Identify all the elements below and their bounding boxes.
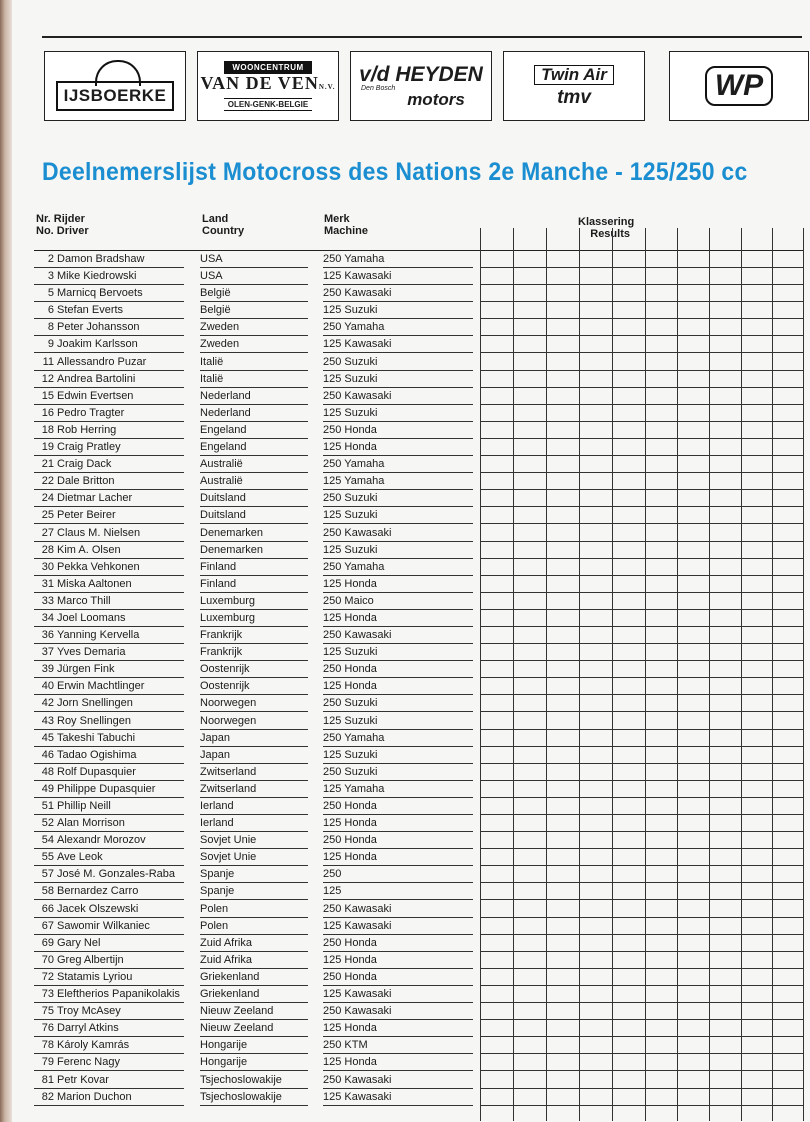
row-rule (34, 1105, 184, 1106)
vandeven-logo (197, 51, 339, 121)
rider-country: Polen (200, 902, 229, 915)
rider-country: Denemarken (200, 526, 263, 539)
rider-number: 30 (41, 560, 54, 573)
binding-edge (0, 0, 12, 1122)
rider-country: Zweden (200, 321, 240, 334)
header-nr-rider (36, 213, 89, 237)
rider-name: Statamis Lyriou (57, 970, 133, 983)
rider-machine: 125 (323, 885, 342, 898)
rider-machine: 125 Honda (323, 611, 377, 624)
rider-number: 12 (41, 372, 54, 385)
rider-country: Spanje (200, 885, 235, 898)
rider-name: José M. Gonzales-Raba (57, 868, 175, 881)
rider-country: Australië (200, 475, 243, 488)
rider-country: Japan (200, 731, 230, 744)
rider-name: Mike Kiedrowski (57, 270, 137, 283)
rider-country: Tsjechoslowakije (200, 1090, 282, 1103)
rider-name: Bernardez Carro (57, 885, 139, 898)
rider-name: Alexandr Morozov (57, 834, 146, 847)
rider-machine: 125 Suzuki (323, 714, 378, 727)
header-rider-en: Driver (56, 225, 89, 237)
rider-number: 33 (41, 594, 54, 607)
rider-number: 8 (47, 321, 54, 334)
rider-number: 28 (41, 543, 54, 556)
rider-number: 73 (41, 988, 54, 1001)
rider-number: 48 (41, 765, 54, 778)
rider-name: Marnicq Bervoets (57, 287, 143, 300)
rider-list (34, 251, 804, 1106)
rider-row (34, 1003, 804, 1020)
rider-number: 57 (41, 868, 54, 881)
vandeven-top-text: WOONCENTRUM (224, 61, 311, 74)
header-country-en: Country (202, 225, 245, 237)
rider-country: Nederland (200, 406, 251, 419)
rider-country: Australië (200, 458, 243, 471)
rider-machine: 250 Kawasaki (323, 629, 392, 642)
rider-country: Oostenrijk (200, 663, 250, 676)
rider-number: 15 (41, 389, 54, 402)
rider-number: 21 (41, 458, 54, 471)
rider-row (34, 832, 804, 849)
rider-row (34, 439, 804, 456)
rider-number: 39 (41, 663, 54, 676)
rider-country: Noorwegen (200, 714, 257, 727)
rider-name: Petr Kovar (57, 1073, 109, 1086)
rider-number: 6 (47, 304, 54, 317)
rider-country: Italië (200, 355, 224, 368)
rider-country: Ierland (200, 800, 234, 812)
vandeven-bottom-text: OLEN-GENK-BELGIE (224, 98, 312, 111)
rider-country: Zwitserland (200, 765, 257, 778)
rider-row (34, 422, 804, 439)
rider-country: België (200, 304, 231, 317)
rider-machine: 250 Yamaha (323, 731, 385, 744)
rider-name: Gary Nel (57, 936, 101, 949)
rider-machine: 125 Yamaha (323, 782, 385, 795)
rider-row (34, 678, 804, 695)
rider-machine: 125 Kawasaki (323, 919, 392, 932)
header-machine-en: Machine (324, 225, 369, 237)
rider-country: Japan (200, 748, 230, 761)
rider-number: 11 (42, 355, 54, 368)
rider-machine: 250 Suzuki (323, 697, 378, 710)
rider-name: Rolf Dupasquier (57, 765, 136, 778)
rider-machine: 250 Honda (323, 834, 377, 847)
rider-name: Allessandro Puzar (57, 355, 147, 368)
rider-country: Denemarken (200, 543, 263, 556)
rider-machine: 250 Suzuki (323, 492, 378, 505)
vdheyden-sub: Den Bosch (361, 84, 396, 92)
rider-row (34, 713, 804, 730)
rider-name: Marion Duchon (57, 1090, 132, 1103)
rider-name: Edwin Evertsen (57, 389, 134, 402)
rider-name: Jürgen Fink (57, 663, 115, 676)
rider-number: 75 (41, 1005, 54, 1018)
rider-number: 24 (41, 492, 54, 505)
rider-machine: 250 Honda (323, 423, 377, 436)
rider-row (34, 1054, 804, 1071)
header-country (202, 213, 244, 237)
rider-number: 3 (47, 270, 54, 283)
rider-number: 5 (47, 287, 54, 300)
rider-row (34, 525, 804, 542)
rider-number: 72 (41, 970, 54, 983)
rider-name: Kim A. Olsen (57, 543, 121, 556)
rider-row (34, 747, 804, 764)
rider-machine: 250 Yamaha (323, 560, 385, 573)
rider-row (34, 268, 804, 285)
vandeven-main (200, 74, 335, 96)
header-results-en: Results (590, 228, 630, 240)
rider-number: 67 (41, 919, 54, 932)
rider-country: USA (200, 270, 223, 283)
rider-name: Philippe Dupasquier (57, 782, 156, 795)
ijsboerke-logo (44, 51, 186, 121)
rider-row (34, 730, 804, 747)
rider-row (34, 1020, 804, 1037)
rider-number: 43 (41, 714, 54, 727)
rider-number: 25 (41, 509, 54, 522)
rider-machine: 125 Suzuki (323, 406, 378, 419)
vdheyden-line2: motors (407, 89, 465, 109)
header-machine-nl: Merk (324, 213, 350, 225)
rider-row (34, 302, 804, 319)
rider-machine: 250 Suzuki (323, 355, 378, 368)
row-rule (200, 1105, 308, 1106)
rider-machine: 250 Maico (323, 594, 374, 607)
rider-number: 51 (41, 800, 54, 812)
rider-machine: 250 Kawasaki (323, 902, 392, 915)
page-title: Deelnemerslijst Motocross des Nations 2e Manche - 125/250 cc (42, 158, 748, 186)
ijsboerke-text: IJSBOERKE (56, 81, 175, 111)
rider-country: Finland (200, 577, 237, 590)
row-rule (323, 1105, 473, 1106)
rider-name: Craig Dack (57, 458, 112, 471)
rider-machine: 125 Kawasaki (323, 988, 392, 1001)
rider-machine: 250 Yamaha (323, 321, 385, 334)
rider-country: Noorwegen (200, 697, 257, 710)
rider-row (34, 285, 804, 302)
rider-number: 2 (47, 253, 54, 265)
rider-row (34, 815, 804, 832)
rider-country: USA (200, 253, 223, 265)
rider-number: 76 (41, 1022, 54, 1035)
rider-row (34, 593, 804, 610)
rider-name: Yanning Kervella (57, 629, 140, 642)
rider-country: Zweden (200, 338, 240, 351)
ijsboerke-arch-icon (95, 60, 141, 86)
rider-country: Italië (200, 372, 224, 385)
rider-number: 42 (41, 697, 54, 710)
rider-number: 66 (41, 902, 54, 915)
rider-number: 37 (41, 646, 54, 659)
rider-row (34, 883, 804, 900)
rider-country: Duitsland (200, 492, 246, 505)
rider-name: Stefan Everts (57, 304, 124, 317)
rider-name: Damon Bradshaw (57, 253, 145, 265)
rider-name: Erwin Machtlinger (57, 680, 145, 693)
rider-number: 55 (41, 851, 54, 864)
rider-row (34, 1072, 804, 1089)
rider-machine: 250 Kawasaki (323, 389, 392, 402)
rider-name: Joakim Karlsson (57, 338, 138, 351)
rider-country: Frankrijk (200, 629, 243, 642)
sponsor-logos (44, 51, 784, 121)
rider-row (34, 371, 804, 388)
rider-machine: 125 Honda (323, 441, 377, 454)
rider-row (34, 849, 804, 866)
rider-machine: 125 Honda (323, 953, 377, 966)
rider-name: Sawomir Wilkaniec (57, 919, 150, 932)
rider-name: Phillip Neill (57, 800, 111, 812)
rider-row (34, 918, 804, 935)
rider-machine: 125 Honda (323, 817, 377, 830)
rider-machine: 250 (323, 868, 342, 881)
rider-country: Spanje (200, 868, 235, 881)
rider-row (34, 627, 804, 644)
rider-country: Hongarije (200, 1056, 248, 1069)
rider-country: Finland (200, 560, 237, 573)
rider-name: Pedro Tragter (57, 406, 125, 419)
rider-row (34, 336, 804, 353)
rider-country: Engeland (200, 423, 247, 436)
rider-number: 22 (41, 475, 54, 488)
rider-machine: 125 Yamaha (323, 475, 385, 488)
rider-name: Károly Kamrás (57, 1039, 130, 1052)
rider-number: 34 (41, 611, 54, 624)
rider-number: 52 (41, 817, 54, 830)
rider-machine: 125 Honda (323, 577, 377, 590)
rider-machine: 125 Honda (323, 1056, 377, 1069)
rider-name: Roy Snellingen (57, 714, 131, 727)
rider-machine: 250 Honda (323, 970, 377, 983)
header-machine (324, 213, 368, 237)
rider-number: 18 (41, 423, 54, 436)
rider-row (34, 507, 804, 524)
rider-number: 49 (41, 782, 54, 795)
rider-row (34, 388, 804, 405)
rider-name: Jorn Snellingen (57, 697, 133, 710)
rider-machine: 250 Honda (323, 663, 377, 676)
rider-country: Griekenland (200, 988, 260, 1001)
rider-machine: 125 Kawasaki (323, 1090, 392, 1103)
rider-name: Ferenc Nagy (57, 1056, 120, 1069)
rider-machine: 125 Kawasaki (323, 338, 392, 351)
rider-name: Darryl Atkins (57, 1022, 119, 1035)
rider-name: Eleftherios Papanikolakis (57, 988, 180, 1001)
rider-name: Joel Loomans (57, 611, 126, 624)
twinair-logo (503, 51, 645, 121)
rider-machine: 250 Yamaha (323, 458, 385, 471)
rider-machine: 250 Kawasaki (323, 1005, 392, 1018)
rider-machine: 125 Honda (323, 1022, 377, 1035)
wp-text: WP (705, 66, 773, 106)
rider-name: Tadao Ogishima (57, 748, 137, 761)
rider-machine: 125 Suzuki (323, 543, 378, 556)
rider-row (34, 542, 804, 559)
rider-machine: 125 Suzuki (323, 372, 378, 385)
rider-machine: 125 Kawasaki (323, 270, 392, 283)
rider-row (34, 405, 804, 422)
rider-name: Troy McAsey (57, 1005, 121, 1018)
vdheyden-line1: v/d HEYDEN (359, 62, 483, 86)
rider-country: Zwitserland (200, 782, 257, 795)
rider-row (34, 986, 804, 1003)
rider-machine: 250 Kawasaki (323, 287, 392, 300)
header-results-nl: Klassering (578, 216, 635, 228)
rider-machine: 250 Suzuki (323, 765, 378, 778)
rider-row (34, 490, 804, 507)
rider-number: 70 (41, 953, 54, 966)
rider-country: Luxemburg (200, 611, 256, 624)
rider-number: 31 (41, 577, 54, 590)
header-rider-nl: Rijder (53, 213, 85, 225)
rider-name: Jacek Olszewski (57, 902, 139, 915)
rider-row (34, 319, 804, 336)
rider-row (34, 695, 804, 712)
rider-row (34, 798, 804, 815)
row-rule (480, 1105, 804, 1106)
header-nr-en: No. (36, 225, 54, 237)
rider-machine: 250 Honda (323, 800, 377, 812)
rider-row (34, 661, 804, 678)
rider-country: Nieuw Zeeland (200, 1022, 274, 1035)
rider-country: Sovjet Unie (200, 834, 257, 847)
rider-name: Ave Leok (57, 851, 103, 864)
rider-number: 45 (41, 731, 54, 744)
top-rule (42, 36, 802, 38)
rider-country: Sovjet Unie (200, 851, 257, 864)
wp-logo (669, 51, 809, 121)
rider-name: Claus M. Nielsen (57, 526, 141, 539)
rider-country: Hongarije (200, 1039, 248, 1052)
rider-name: Peter Johansson (57, 321, 140, 334)
rider-country: Zuid Afrika (200, 936, 252, 949)
rider-row (34, 456, 804, 473)
rider-machine: 250 Yamaha (323, 253, 385, 265)
rider-name: Andrea Bartolini (57, 372, 136, 385)
rider-name: Takeshi Tabuchi (57, 731, 136, 744)
rider-number: 78 (41, 1039, 54, 1052)
rider-number: 46 (41, 748, 54, 761)
rider-country: Engeland (200, 441, 247, 454)
rider-machine: 250 KTM (323, 1039, 368, 1052)
rider-country: Tsjechoslowakije (200, 1073, 282, 1086)
rider-number: 54 (41, 834, 54, 847)
rider-country: Oostenrijk (200, 680, 250, 693)
rider-number: 69 (41, 936, 54, 949)
rider-row (34, 935, 804, 952)
rider-number: 58 (41, 885, 54, 898)
rider-machine: 250 Honda (323, 936, 377, 949)
rider-machine: 125 Suzuki (323, 304, 378, 317)
rider-country: België (200, 287, 231, 300)
rider-country: Nederland (200, 389, 251, 402)
rider-number: 36 (41, 629, 54, 642)
rider-name: Dale Britton (57, 475, 115, 488)
rider-row (34, 952, 804, 969)
rider-country: Luxemburg (200, 594, 256, 607)
rider-name: Craig Pratley (57, 441, 121, 454)
rider-name: Marco Thill (57, 594, 111, 607)
header-results (578, 216, 634, 240)
rider-machine: 125 Suzuki (323, 509, 378, 522)
rider-row (34, 610, 804, 627)
rider-machine: 125 Suzuki (323, 748, 378, 761)
rider-row (34, 781, 804, 798)
rider-row (34, 576, 804, 593)
rider-number: 79 (41, 1056, 54, 1069)
rider-country: Nieuw Zeeland (200, 1005, 274, 1018)
rider-row (34, 969, 804, 986)
rider-machine: 250 Kawasaki (323, 1073, 392, 1086)
rider-row (34, 251, 804, 268)
rider-country: Griekenland (200, 970, 260, 983)
rider-country: Duitsland (200, 509, 246, 522)
rider-number: 81 (41, 1073, 54, 1086)
rider-name: Dietmar Lacher (57, 492, 133, 505)
rider-row (34, 901, 804, 918)
vandeven-suffix: N.V. (318, 83, 336, 91)
rider-number: 40 (41, 680, 54, 693)
rider-country: Frankrijk (200, 646, 243, 659)
rider-name: Greg Albertijn (57, 953, 124, 966)
rider-machine: 125 Suzuki (323, 646, 378, 659)
header-nr-nl: Nr. (36, 213, 51, 225)
rider-row (34, 559, 804, 576)
rider-number: 9 (47, 338, 54, 351)
rider-name: Pekka Vehkonen (57, 560, 140, 573)
rider-row (34, 1089, 804, 1106)
rider-row (34, 354, 804, 371)
rider-number: 82 (41, 1090, 54, 1103)
rider-country: Polen (200, 919, 229, 932)
rider-row (34, 473, 804, 490)
rider-row (34, 644, 804, 661)
rider-number: 19 (41, 441, 54, 454)
rider-number: 27 (41, 526, 54, 539)
rider-machine: 125 Honda (323, 680, 377, 693)
rider-row (34, 1037, 804, 1054)
rider-machine: 125 Honda (323, 851, 377, 864)
rider-name: Yves Demaria (57, 646, 126, 659)
rider-name: Miska Aaltonen (57, 577, 132, 590)
twinair-line2: tmv (557, 86, 591, 108)
twinair-line1: Twin Air (534, 65, 614, 85)
rider-name: Rob Herring (57, 423, 117, 436)
rider-number: 16 (41, 406, 54, 419)
rider-country: Ierland (200, 817, 234, 830)
rider-country: Zuid Afrika (200, 953, 252, 966)
rider-row (34, 764, 804, 781)
rider-name: Alan Morrison (57, 817, 125, 830)
vandeven-main-text: VAN DE VEN (200, 73, 319, 93)
rider-machine: 250 Kawasaki (323, 526, 392, 539)
header-country-nl: Land (202, 213, 229, 225)
rider-name: Peter Beirer (57, 509, 116, 522)
vdheyden-logo (350, 51, 492, 121)
rider-row (34, 866, 804, 883)
